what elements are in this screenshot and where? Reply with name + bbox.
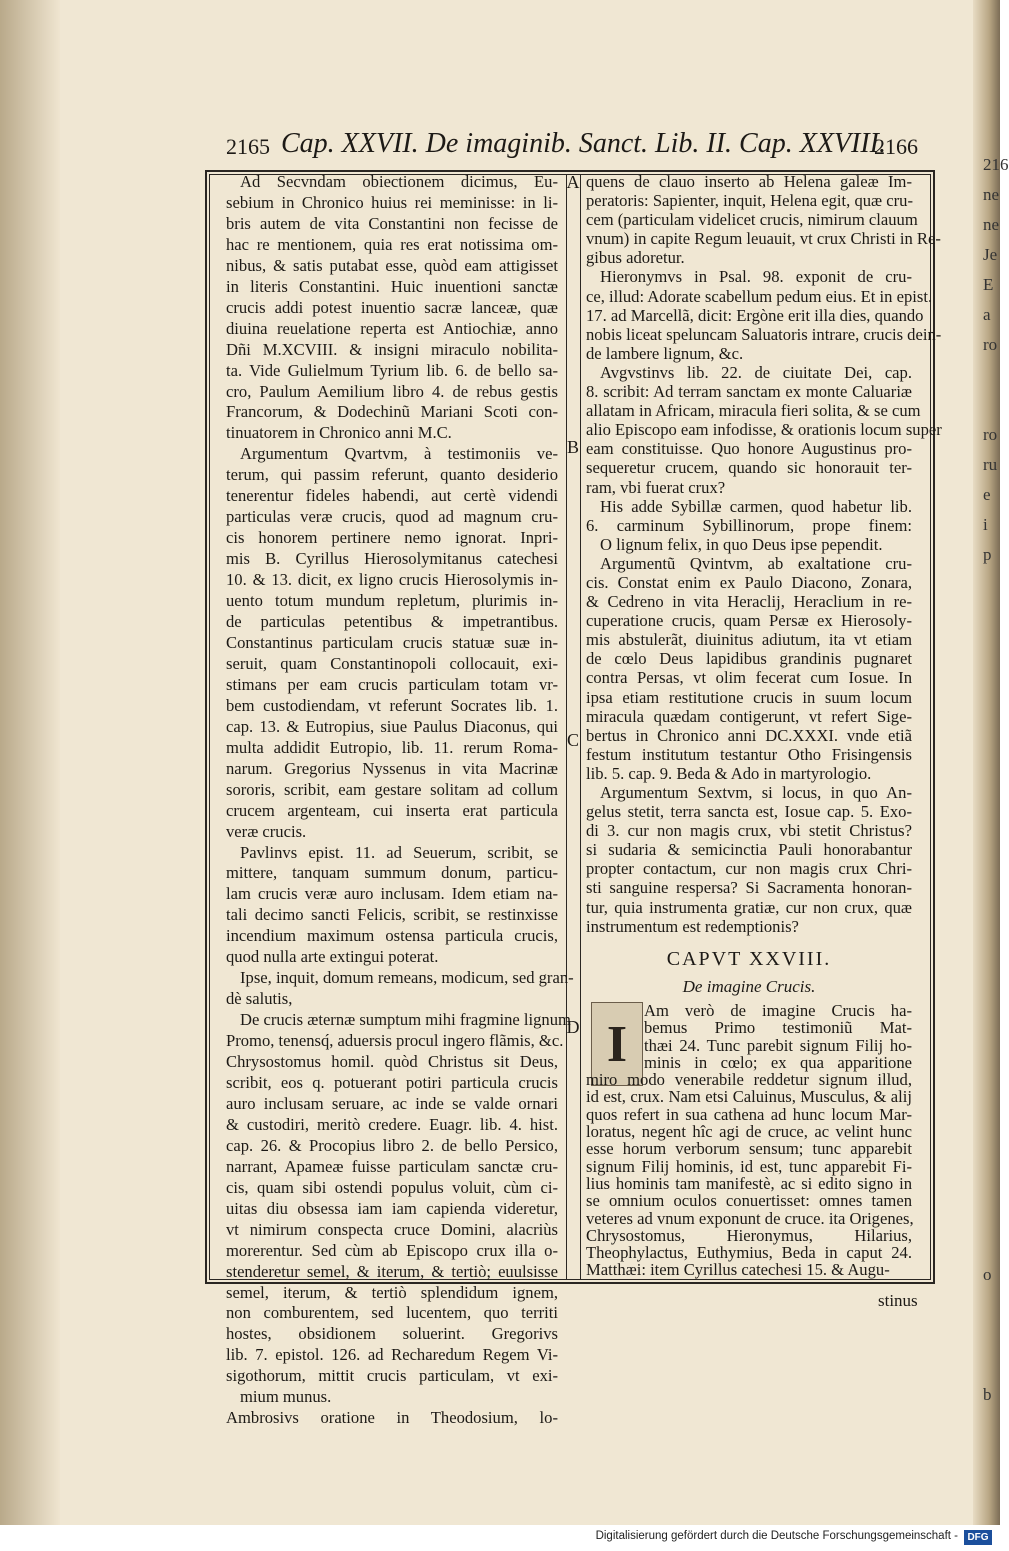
margin-letter-c: C — [566, 730, 579, 750]
text-line: miro modo venerabile reddetur signum illud, — [586, 1070, 912, 1090]
text-line: veræ crucis. — [226, 821, 307, 841]
text-line: veteres ad vnum exponunt de cruce. ita Origenes, — [586, 1208, 914, 1228]
text-line: instrumentum est redemptionis? — [586, 916, 799, 936]
digitization-footer — [0, 1525, 1000, 1551]
adjacent-text-fragment: ne — [983, 185, 1000, 204]
text-line: signum Filij hominis, id est, tunc apparebit Fi- — [586, 1156, 912, 1176]
text-line: bris autem de vita Constantini non fecisse de — [226, 213, 558, 233]
text-line: contra Persas, vt olim fecerat cum Iosue. In — [586, 668, 912, 688]
binding-shadow — [0, 0, 60, 1525]
text-line: crucis addi potest inuentio sacræ lanceæ, quæ — [226, 297, 558, 317]
text-line: vnum) in capite Regum leuauit, vt crux Christi in Re- — [586, 229, 941, 249]
text-line: ta. Vide Gulielmum Tyrium lib. 6. de bello sa- — [226, 360, 558, 380]
text-line: 8. scribit: Ad terram sanctam ex monte Caluariæ — [586, 382, 912, 402]
funding-credit: Digitalisierung gefördert durch die Deutsche Forschungsgemeinschaft - — [595, 1530, 958, 1542]
text-line: hac re mentionem, quia res erat notissima om- — [226, 234, 558, 254]
text-line: esse horum verborum sensum; tunc apparebit — [586, 1139, 912, 1159]
text-line: hostes, obsidionem soluerint. Gregorivs — [226, 1324, 558, 1344]
adjacent-text-fragment — [983, 780, 999, 810]
adjacent-text-fragment: i — [983, 515, 988, 534]
text-line: 10. & 13. dicit, ex ligno crucis Hierosolymis in- — [226, 570, 558, 590]
column-rule-right — [580, 174, 581, 1280]
text-line: crucem argenteam, cui inserta erat particula — [226, 800, 558, 820]
text-line: dè salutis, — [226, 989, 293, 1009]
text-line: & custodiri, meritò credere. Euagr. lib. 4. hist. — [226, 1114, 558, 1134]
text-line: ce, illud: Adorate scabellum pedum eius. Et in epist. — [586, 286, 933, 306]
text-line: in literis Constantini. Huic inuentioni sanctæ — [226, 276, 558, 296]
adjacent-text-fragment — [983, 1320, 999, 1350]
text-line: de lambere lignum, &c. — [586, 343, 744, 363]
decorated-drop-cap: I — [591, 1002, 643, 1086]
left-page-number: 2165 — [226, 134, 270, 159]
text-line: tali decimo sancti Felicis, scribit, se restinxisse — [226, 905, 558, 925]
text-line: propter contactum, cur non magis crux Chri- — [586, 859, 912, 879]
text-line: De crucis æternæ sumptum mihi fragmine lignum — [240, 1010, 571, 1030]
text-line: Francorum, & Dodechinũ Mariani Scoti con- — [226, 402, 558, 422]
text-line: tenerentur fideles habendi, aut certè videndi — [226, 486, 558, 506]
margin-letter-d: D — [566, 1017, 580, 1037]
adjacent-text-fragment — [983, 1050, 999, 1080]
text-line: Ad Secvndam obiectionem dicimus, Eu- — [240, 172, 558, 191]
adjacent-text-fragment — [983, 1080, 999, 1110]
text-line: quos refert in sua cathena ad hunc locum Mar- — [586, 1104, 912, 1124]
adjacent-text-fragment — [983, 870, 999, 900]
adjacent-text-fragment — [983, 750, 999, 780]
catchword: stinus — [878, 1291, 918, 1310]
adjacent-text-fragment — [983, 1170, 999, 1200]
text-line: se omnium oculos conuertisset: omnes tamen — [586, 1191, 912, 1211]
adjacent-text-fragment — [983, 720, 999, 750]
text-line: stenderetur semel, & iterum, & tertiò; euulsisse — [226, 1261, 558, 1281]
margin-letter-b: B — [566, 437, 579, 457]
adjacent-text-fragment — [983, 960, 999, 990]
adjacent-text-fragment — [983, 690, 999, 720]
text-line: nobis liceat speluncam Saluatoris intrare, crucis dein- — [586, 324, 942, 344]
text-line: non comburentem, sed lucentem, quo territi — [226, 1303, 558, 1323]
text-line: Chrysostomus, Hieronymus, Hilarius, — [586, 1225, 912, 1245]
text-line: diuina reuelatione reperta est Antiochiæ, anno — [226, 318, 558, 338]
adjacent-text-fragment: ro — [983, 425, 998, 444]
adjacent-text-fragment — [983, 900, 999, 930]
text-line: Ipse, inquit, domum remeans, modicum, sed gran- — [240, 968, 574, 988]
adjacent-text-fragment: b — [983, 1385, 992, 1404]
text-line: lib. 5. cap. 9. Beda & Ado in martyrologio. — [586, 763, 872, 783]
text-line: semel, iterum, & tertiò splendidum ignem, — [226, 1282, 558, 1302]
text-line: Chrysostomus homil. quòd Christus sit Deus, — [226, 1052, 558, 1072]
text-line: allatam in Africam, miracula fieri solita, & se cum — [586, 401, 921, 421]
text-line: Argumentum Qvartvm, à testimoniis ve- — [240, 444, 558, 464]
text-line: de cœlo Deus lapidibus grandinis pugnaret — [586, 649, 912, 669]
text-line: di 3. cur non magis crux, vbi stetit Christus? — [586, 821, 912, 841]
text-line: quens de clauo inserto ab Helena galeæ Im- — [586, 172, 912, 191]
text-line: 17. ad Marcellã, dicit: Ergòne erit illa dies, quando — [586, 305, 924, 325]
text-line: sti sanguine respersa? Si Sacramenta honoran- — [586, 878, 912, 898]
text-line: Ambrosivs oratione in Theodosium, lo- — [226, 1408, 558, 1428]
text-line: gelus stetit, terra sancta est, Iosue cap. 5. Exo- — [586, 802, 912, 822]
adjacent-text-fragment — [983, 570, 999, 600]
chapter-heading: CAPVT XXVIII. — [666, 948, 832, 970]
adjacent-text-fragment: ro — [983, 335, 998, 354]
text-line: cap. 13. & Eutropius, siue Paulus Diaconus, qui — [226, 716, 558, 736]
text-line: bertus in Chronico anni DC.XXXI. vnde etiã — [586, 725, 912, 745]
adjacent-page-text — [983, 150, 1009, 1410]
text-line: Constantinus particulam crucis statuæ suæ in- — [226, 632, 558, 652]
text-line: cis. Constat enim ex Paulo Diacono, Zonara, — [586, 572, 912, 592]
adjacent-text-fragment — [983, 1230, 999, 1260]
text-line: Argumentũ Qvintvm, ab exaltatione cru- — [600, 553, 912, 573]
adjacent-text-fragment: Je — [983, 245, 998, 264]
text-line: tinuatorem in Chronico anni M.C. — [226, 423, 452, 443]
text-line: particulas veræ crucis, quod ad magnum cru- — [226, 507, 558, 527]
text-line: bem custodiendam, vt referunt Socrates lib. 1. — [226, 695, 558, 715]
text-line: eam constituisse. Quo honore Augustinus pro- — [586, 439, 912, 459]
adjacent-text-fragment — [983, 990, 999, 1020]
text-line: His adde Sybillæ carmen, quod habetur lib. — [600, 496, 912, 516]
text-line: narrant, Apameæ fuisse particulam sanctæ cru- — [226, 1156, 558, 1176]
adjacent-text-fragment: 216 — [983, 155, 1009, 174]
text-line: tur, quia instrumenta gratiæ, cur non crux, quæ — [586, 897, 912, 917]
text-line: nibus, & satis putabat esse, quòd eam attigisset — [226, 255, 558, 275]
text-line: vt nimirum conspecta cruce Domini, alacriùs — [226, 1219, 558, 1239]
text-line: miracula quædam contigerunt, vt refert Sige- — [586, 706, 912, 726]
text-line: lius hominis tam manifestè, ac si edito signo in — [586, 1173, 912, 1193]
text-line: Dñi M.XCVIII. & insigni miraculo nobilita- — [226, 339, 558, 359]
running-title: Cap. XXVII. De imaginib. Sanct. Lib. II. Cap. XXVIII. — [281, 128, 887, 159]
text-line: quod nulla arte extingui poterat. — [226, 947, 439, 967]
text-line: thæi 24. Tunc parebit signum Filij ho- — [644, 1035, 912, 1055]
adjacent-text-fragment: e — [983, 485, 991, 504]
text-line: uitas diu obsessa iam iam capienda videretur, — [226, 1198, 558, 1218]
text-line: Hieronymvs in Psal. 98. exponit de cru- — [600, 267, 912, 287]
chapter-body-text — [586, 1002, 912, 1279]
text-line: & Cedreno in vita Heraclij, Heraclium in re- — [586, 592, 912, 612]
text-line: cis, quam sibi ostendi populus voluit, cùm ci- — [226, 1177, 558, 1197]
text-line: morerentur. Sed cùm ab Episcopo crux illa o- — [226, 1240, 558, 1260]
adjacent-text-fragment — [983, 1110, 999, 1140]
text-line: Pavlinvs epist. 11. ad Seuerum, scribit, se — [240, 842, 558, 862]
text-line: multa addidit Eutropio, lib. 11. rerum Roma- — [226, 737, 558, 757]
text-line: Theophylactus, Euthymius, Beda in caput 24. — [586, 1243, 912, 1263]
text-line: minis in cœlo; ex qua apparitione — [644, 1052, 912, 1072]
adjacent-text-fragment — [983, 930, 999, 960]
adjacent-text-fragment: ru — [983, 455, 998, 474]
text-line: cro, Paulum Aemilium libro 4. de rebus gestis — [226, 381, 558, 401]
text-line: cis honorem pertinere nemo ignorat. Inpri- — [226, 528, 558, 548]
adjacent-text-fragment: ne — [983, 215, 1000, 234]
text-line: ipsa etiam restitutione crucis in suum locum — [586, 687, 912, 707]
text-line: Argumentum Sextvm, si locus, in quo An- — [600, 783, 912, 802]
text-line: peratoris: Sapienter, inquit, Helena egit, quæ cru- — [586, 191, 913, 211]
adjacent-text-fragment: E — [983, 275, 994, 294]
margin-letter-a: A — [566, 172, 580, 192]
adjacent-text-fragment — [983, 600, 999, 630]
text-line: seruit, quam Constantinopoli collocauit, exi- — [226, 653, 558, 673]
left-column-text — [226, 172, 574, 1429]
text-line: id est, crux. Nam etsi Caluinus, Musculus, & alij — [586, 1087, 912, 1107]
right-column-text — [586, 172, 942, 936]
text-line: mium munus. — [240, 1387, 332, 1407]
text-line: Avgvstinvs lib. 22. de ciuitate Dei, cap. — [600, 362, 912, 382]
text-line: gibus adoretur. — [586, 248, 685, 268]
adjacent-text-fragment: o — [983, 1265, 992, 1284]
adjacent-text-fragment: p — [983, 545, 992, 564]
text-line: stimans per eam crucis particulam totam vr- — [226, 674, 558, 694]
adjacent-text-fragment — [983, 810, 999, 840]
adjacent-text-fragment — [983, 1020, 999, 1050]
adjacent-text-fragment — [983, 1350, 999, 1380]
text-line: si sudaria & semicinctia Pauli honorabantur — [586, 840, 912, 860]
text-line: festum institutum testantur Otho Frisingensis — [586, 744, 912, 764]
text-line: O lignum felix, in quo Deus ipse pependit. — [600, 534, 883, 554]
text-line: terum, qui passim referunt, quanto desiderio — [226, 465, 558, 485]
text-line: mis abstulerãt, diuinitus adiutum, ita vt etiam — [586, 630, 912, 650]
adjacent-text-fragment — [983, 1290, 999, 1320]
text-line: uento totum mundum repletum, plurimis in- — [226, 591, 558, 611]
text-line: Promo, tenensq́, aduersis procul ingero flãmis, &c. — [226, 1031, 564, 1051]
adjacent-text-fragment — [983, 360, 999, 390]
text-line: 6. carminum Sybillinorum, prope finem: — [586, 515, 912, 535]
running-header — [210, 128, 932, 168]
text-line: sororis, scribit, eam gestare solitam ad collum — [226, 779, 558, 799]
chapter-subheading: De imagine Crucis. — [682, 977, 816, 996]
text-line: Am verò de imagine Crucis ha- — [644, 1001, 912, 1020]
text-line: narum. Gregorius Nyssenus in vita Macrinæ — [226, 758, 558, 778]
adjacent-text-fragment — [983, 1200, 999, 1230]
adjacent-text-fragment — [983, 630, 999, 660]
text-line: sigothorum, mittit crucis particulam, vt exi- — [226, 1366, 558, 1386]
text-line: cem (particulam videlicet crucis, nimirum clauum — [586, 210, 918, 230]
adjacent-text-fragment — [983, 840, 999, 870]
right-page-number: 2166 — [874, 134, 918, 159]
text-line: ram, vbi fuerat crux? — [586, 477, 726, 497]
text-line: sebium in Chronico huius rei meminisse: in li- — [226, 192, 558, 212]
column-rule-left — [566, 174, 567, 1280]
text-line: loratus, negent hîc agi de cruce, ac velint hunc — [586, 1122, 912, 1142]
text-line: auro inclusam seruare, ac inde se valde ornari — [226, 1093, 558, 1113]
text-line: de particulas petentibus & impetrantibus. — [226, 612, 558, 632]
text-line: sequeretur crucem, quando sic honorauit ter- — [586, 458, 912, 478]
adjacent-text-fragment: a — [983, 305, 991, 324]
text-line: cap. 26. & Procopius libro 2. de bello Persico, — [226, 1135, 558, 1155]
adjacent-text-fragment — [983, 660, 999, 690]
text-line: lib. 7. epistol. 126. ad Recharedum Regem Vi- — [226, 1345, 558, 1365]
text-line: scribit, eos q. potuerant potiri particula crucis — [226, 1072, 558, 1092]
adjacent-text-fragment — [983, 390, 999, 420]
text-line: incendium maximum ostensa particula crucis, — [226, 926, 558, 946]
text-line: Matthæi: item Cyrillus catechesi 15. & Augu- — [586, 1260, 890, 1280]
text-line: mittere, tanquam summum donum, particu- — [226, 863, 558, 883]
text-line: mis B. Cyrillus Hierosolymitanus catechesi — [226, 549, 558, 569]
dfg-logo: DFG — [964, 1530, 992, 1545]
text-line: bemus Primo testimoniũ Mat- — [644, 1018, 912, 1038]
text-line: alio Episcopo eam infodisse, & orationis locum super — [586, 420, 942, 440]
text-line: cuperatione crucis, quam Persæ ex Hierosoly- — [586, 611, 912, 631]
adjacent-text-fragment — [983, 1140, 999, 1170]
text-line: lam crucis veræ auro inclusam. Idem etiam na- — [226, 884, 558, 904]
